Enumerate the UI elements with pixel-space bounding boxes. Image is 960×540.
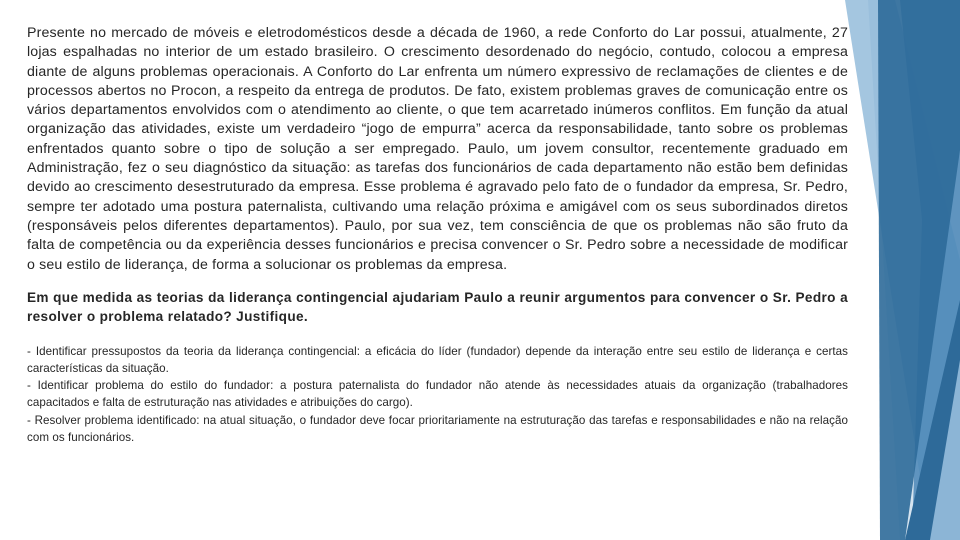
- answer-item: - Resolver problema identificado: na atual situação, o fundador deve focar prioritariamente na estruturação das tarefas e responsabilidades e não na relação com os funcionários.: [27, 413, 848, 444]
- answer-item: - Identificar problema do estilo do fundador: a postura paternalista do fundador não atende às necessidades atuais da organização (trabalhadores capacitados e falta de estruturação nas atividades e atribuições do cargo).: [27, 379, 848, 410]
- slide-content: [27, 24, 848, 446]
- case-description: Presente no mercado de móveis e eletrodomésticos desde a década de 1960, a rede Conforto do Lar possui, atualmente, 27 lojas espalhadas no interior de um estado brasileiro. O crescimento desordenado do negócio, contudo, colocou a empresa diante de alguns problemas operacionais. A Conforto do Lar enfrenta um número expressivo de reclamações de clientes e de processos abertos no Procon, a respeito da entrega de produtos. De fato, existem problemas graves de comunicação entre os vários departamentos envolvidos com o atendimento ao cliente, o que tem acarretado inúmeros conflitos. Em função da atual organização das atividades, existe um verdadeiro “jogo de empurra” acerca da responsabilidade, tanto sobre os problemas enfrentados quanto sobre o tipo de solução a ser empregado. Paulo, um jovem consultor, recentemente graduado em Administração, fez o seu diagnóstico da situação: as tarefas dos funcionários de cada departamento não estão bem definidas devido ao crescimento desestruturado da empresa. Esse problema é agravado pelo fato de o fundador da empresa, Sr. Pedro, sempre ter adotado uma postura paternalista, cultivando uma relação próxima e amigável com os seus subordinados diretos (responsáveis pelos diferentes departamentos). Paulo, por sua vez, tem consciência de que os problemas não são fruto da falta de competência ou da experiência desses funcionários e precisa convencer o Sr. Pedro sobre a necessidade de modificar o seu estilo de liderança, de forma a solucionar os problemas da empresa.: [27, 25, 848, 273]
- answer-item: - Identificar pressupostos da teoria da liderança contingencial: a eficácia do líder (fundador) depende da interação entre seu estilo de liderança e certas características da situação.: [27, 344, 848, 376]
- answer-list: [27, 343, 848, 446]
- question-text: Em que medida as teorias da liderança contingencial ajudariam Paulo a reunir argumentos para convencer o Sr. Pedro a resolver o problema relatado? Justifique.: [27, 289, 848, 324]
